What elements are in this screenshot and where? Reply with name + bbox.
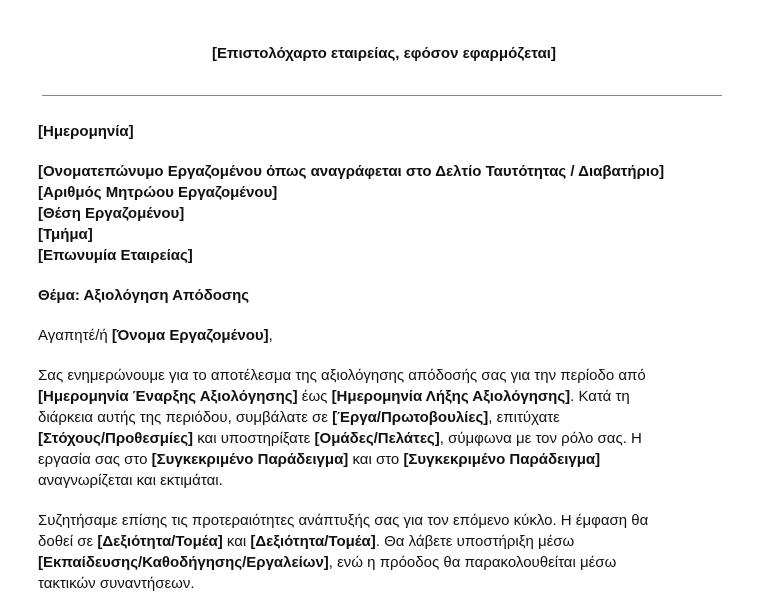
header-divider: [42, 95, 722, 96]
p1-line-5: [38, 449, 728, 470]
start-date-placeholder: [Ημερομηνία Έναρξης Αξιολόγησης]: [38, 388, 298, 405]
projects-placeholder: [Έργα/Πρωτοβουλίες]: [332, 409, 489, 426]
p1-text: διάρκεια αυτής της περιόδου, συμβάλατε σε: [38, 409, 333, 426]
p1-text: έως: [297, 388, 332, 405]
example-placeholder: [Συγκεκριμένο Παράδειγμα]: [403, 451, 601, 468]
skill-placeholder: [Δεξιότητα/Τομέα]: [97, 533, 223, 550]
letter-body: [38, 121, 728, 594]
support-placeholder: [Εκπαίδευσης/Καθοδήγησης/Εργαλείων]: [38, 554, 329, 571]
p1-text: εργασία σας στο: [38, 451, 152, 468]
teams-placeholder: [Ομάδες/Πελάτες]: [314, 430, 440, 447]
p2-line-3: [38, 552, 728, 573]
salutation: [38, 325, 728, 346]
paragraph-development: [38, 510, 728, 594]
p1-text: , σύμφωνα με τον ρόλο σας. Η: [439, 430, 642, 447]
p2-text: , ενώ η πρόοδος θα παρακολουθείται μέσω: [328, 554, 617, 571]
recipient-department: [Τμήμα]: [38, 226, 93, 243]
p1-line-1: Σας ενημερώνουμε για το αποτέλεσμα της αξιολόγησης απόδοσής σας για την περίοδο από: [38, 367, 646, 384]
paragraph-evaluation: [38, 365, 728, 491]
p2-line-1: Συζητήσαμε επίσης τις προτεραιότητες ανάπτυξής σας για τον επόμενο κύκλο. Η έμφαση θα: [38, 512, 649, 529]
p2-text: και: [222, 533, 251, 550]
end-date-placeholder: [Ημερομηνία Λήξης Αξιολόγησης]: [331, 388, 571, 405]
salutation-name: [Όνομα Εργαζομένου]: [111, 327, 269, 344]
example-placeholder: [Συγκεκριμένο Παράδειγμα]: [151, 451, 349, 468]
p2-text: . Θα λάβετε υποστήριξη μέσω: [375, 533, 575, 550]
p2-line-2: [38, 531, 728, 552]
p1-line-2: [38, 386, 728, 407]
p1-line-4: [38, 428, 728, 449]
p1-line-6: αναγνωρίζεται και εκτιμάται.: [38, 472, 223, 489]
date-line: [Ημερομηνία]: [38, 123, 134, 140]
p1-text: και υποστηρίξατε: [193, 430, 315, 447]
recipient-position: [Θέση Εργαζομένου]: [38, 205, 185, 222]
subject-line: Θέμα: Αξιολόγηση Απόδοσης: [38, 287, 250, 304]
recipient-full-name: [Ονοματεπώνυμο Εργαζομένου όπως αναγράφεται στο Δελτίο Ταυτότητας / Διαβατήριο]: [38, 163, 665, 180]
p1-text: και στο: [348, 451, 404, 468]
letterhead-placeholder: [Επιστολόχαρτο εταιρείας, εφόσον εφαρμόζεται]: [212, 45, 556, 62]
p2-line-4: τακτικών συναντήσεων.: [38, 575, 195, 592]
skill-placeholder: [Δεξιότητα/Τομέα]: [250, 533, 376, 550]
recipient-block: [38, 161, 728, 266]
p1-text: , επιτύχατε: [488, 409, 560, 426]
recipient-company: [Επωνυμία Εταιρείας]: [38, 247, 193, 264]
recipient-employee-id: [Αριθμός Μητρώου Εργαζομένου]: [38, 184, 278, 201]
salutation-suffix: ,: [268, 327, 273, 344]
p1-line-3: [38, 407, 728, 428]
p1-text: . Κατά τη: [570, 388, 630, 405]
salutation-prefix: Αγαπητέ/ή: [38, 327, 112, 344]
goals-placeholder: [Στόχους/Προθεσμίες]: [38, 430, 194, 447]
p2-text: δοθεί σε: [38, 533, 98, 550]
